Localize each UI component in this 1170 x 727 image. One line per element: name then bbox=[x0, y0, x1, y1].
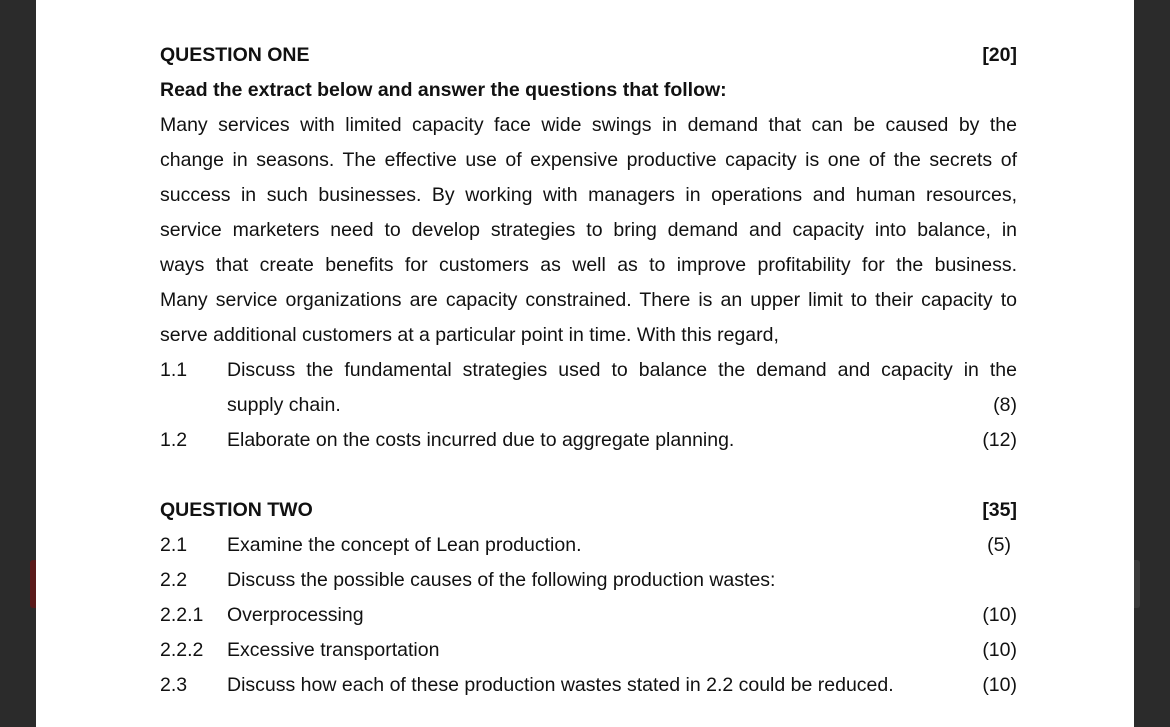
question-item-2-2 bbox=[160, 563, 1017, 598]
question-item-2-2-2 bbox=[160, 633, 1017, 668]
extract-line: Many services with limited capacity face wide swings in demand that can be caused by the bbox=[160, 114, 1017, 136]
item-marks: (10) bbox=[982, 639, 1017, 661]
item-text: Discuss the fundamental strategies used to balance the demand and capacity in the bbox=[227, 359, 1017, 381]
extract-line: serve additional customers at a particular point in time. With this regard, bbox=[160, 324, 779, 346]
question-one-title: QUESTION ONE bbox=[160, 44, 310, 66]
item-marks: (10) bbox=[982, 674, 1017, 696]
item-number: 1.2 bbox=[160, 429, 188, 451]
item-marks: (10) bbox=[982, 604, 1017, 626]
extract-line: success in such businesses. By working with managers in operations and human resources, bbox=[160, 184, 1017, 206]
question-one-header bbox=[160, 38, 1017, 73]
item-text: Elaborate on the costs incurred due to aggregate planning. bbox=[227, 429, 735, 451]
item-text: Examine the concept of Lean production. bbox=[227, 534, 582, 556]
item-number: 1.1 bbox=[160, 359, 188, 381]
question-item-1-1 bbox=[160, 353, 1017, 388]
document-page bbox=[36, 0, 1134, 727]
extract-line: change in seasons. The effective use of expensive productive capacity is one of the secrets of bbox=[160, 149, 1017, 171]
question-item-1-2 bbox=[160, 423, 1017, 458]
item-number: 2.3 bbox=[160, 674, 188, 696]
section-spacer bbox=[160, 458, 1017, 493]
question-item-2-3 bbox=[160, 668, 1017, 703]
item-marks: (8) bbox=[993, 394, 1017, 416]
item-text: Discuss the possible causes of the following production wastes: bbox=[227, 569, 776, 591]
question-two-title: QUESTION TWO bbox=[160, 499, 313, 521]
question-one-total: [20] bbox=[982, 44, 1017, 66]
item-text: Overprocessing bbox=[227, 604, 364, 626]
question-one-instruction: Read the extract below and answer the questions that follow: bbox=[160, 79, 727, 101]
left-margin bbox=[0, 0, 36, 727]
right-margin bbox=[1134, 0, 1170, 727]
extract-line: service marketers need to develop strategies to bring demand and capacity into balance, in bbox=[160, 219, 1017, 241]
item-marks: (12) bbox=[982, 429, 1017, 451]
item-marks: (5) bbox=[987, 534, 1011, 556]
item-text: Excessive transportation bbox=[227, 639, 440, 661]
question-item-1-1-cont bbox=[160, 388, 1017, 423]
extract-paragraph bbox=[160, 108, 1017, 353]
item-text: supply chain. bbox=[227, 394, 341, 416]
item-number: 2.2.2 bbox=[160, 639, 204, 661]
item-number: 2.2 bbox=[160, 569, 188, 591]
page-content bbox=[160, 38, 1017, 703]
question-two-header bbox=[160, 493, 1017, 528]
question-item-2-2-1 bbox=[160, 598, 1017, 633]
right-edge-marker bbox=[1134, 560, 1140, 608]
item-number: 2.1 bbox=[160, 534, 188, 556]
extract-line: ways that create benefits for customers as well as to improve profitability for the business. bbox=[160, 254, 1017, 276]
question-two-total: [35] bbox=[982, 499, 1017, 521]
extract-line: Many service organizations are capacity constrained. There is an upper limit to their capacity to bbox=[160, 289, 1017, 311]
item-number: 2.2.1 bbox=[160, 604, 204, 626]
question-item-2-1 bbox=[160, 528, 1017, 563]
item-text: Discuss how each of these production wastes stated in 2.2 could be reduced. bbox=[227, 674, 894, 696]
